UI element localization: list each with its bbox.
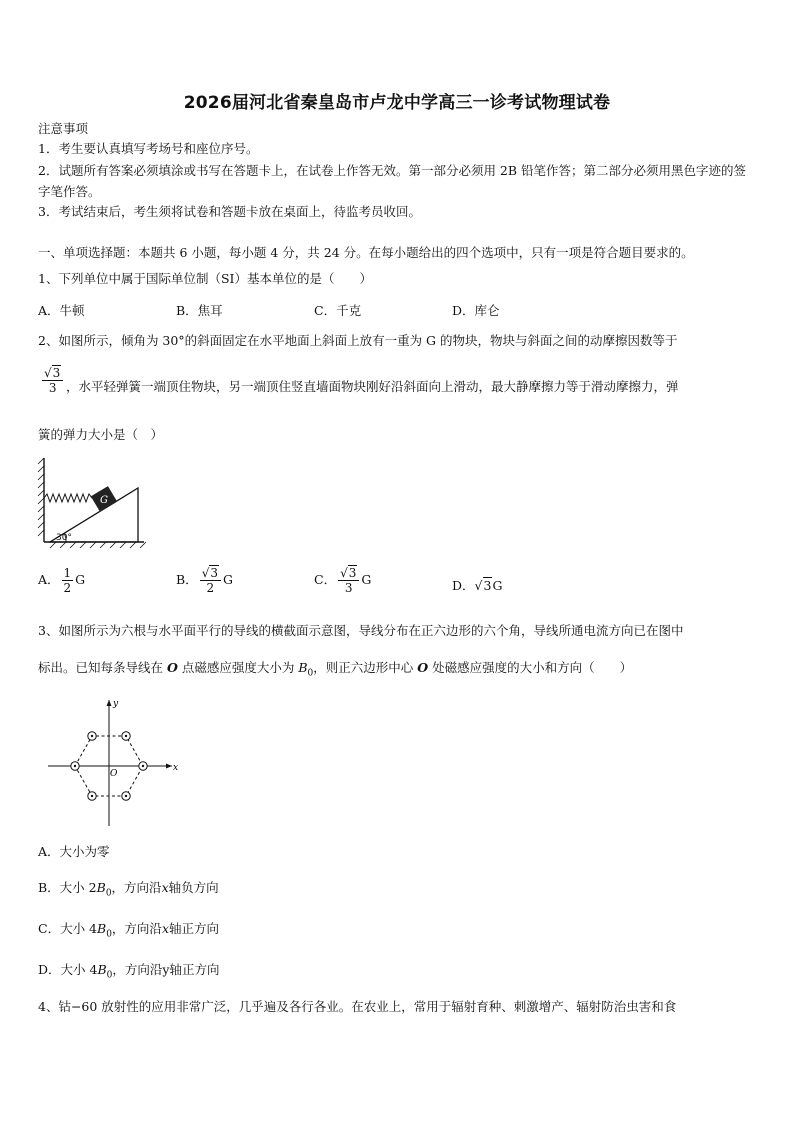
notice-item: 3．考试结束后，考生须将试卷和答题卡放在桌面上，待监考员收回。 [38,204,421,219]
notice-item: 2．试题所有答案必须填涂或书写在答题卡上，在试卷上作答无效。第一部分必须用 2B 铅笔作答；第二部分必须用黑色字迹的签字笔作答。 [38,163,747,199]
x-axis-arrow [166,764,172,769]
option-text: ，方向沿 [111,921,162,936]
text-segment: 点磁感应强度大小为 [177,660,299,675]
option-unit: G [222,572,233,587]
frac-denominator: 3 [344,581,353,595]
q3-option-d [38,961,219,985]
wire-upper-right [122,732,130,740]
q1-option-d: D．库仑 [452,303,500,318]
option-label: A．大小为零 [38,844,110,859]
q2-option-a [38,566,85,595]
q2-option-c: C． $\frac{√3}{3}$ G [314,566,372,595]
q1-option-c: C．千克 [314,303,362,318]
option-unit: G [492,578,503,593]
wire-left [71,762,79,770]
question-1-stem: 1、下列单位中属于国际单位制（SI）基本单位的是（ ） [38,271,372,286]
text-segment: 标出。已知每条导线在 [38,660,167,675]
b-subscript: 0 [105,888,112,899]
b-subscript: 0 [307,668,314,679]
option-label: B．大小 2 [38,880,97,895]
q1-option-b: B．焦耳 [176,303,223,318]
wire-upper-left [88,732,96,740]
option-text: ，方向沿 [112,962,163,977]
x-label: x [173,763,179,773]
text-segment: ，则正六边形中心 [313,660,418,675]
frac-denominator: 3 [48,381,57,395]
text-segment: 处磁感应强度的大小和方向（ ） [428,660,633,675]
q3-option-c [38,920,219,944]
angle-label: 30° [56,533,72,543]
axis-symbol: x [161,921,169,936]
option-label: C．大小 4 [38,921,97,936]
wall-hatching [38,458,44,536]
radicand: 3 [483,578,492,593]
option-label: B． [176,572,198,587]
origin-label: O [110,769,118,779]
point-o-symbol: O [417,660,429,675]
q1-option-a: A．牛顿 [38,303,85,318]
frac-numerator: 3 [348,566,357,580]
option-unit: G [361,572,372,587]
wire-lower-right [122,792,130,800]
axis-symbol: x [161,880,169,895]
b-symbol: B [298,660,308,675]
notice-heading: 注意事项 [38,121,89,136]
question-2-line1: 2、如图所示，倾角为 30°的斜面固定在水平地面上斜面上放有一重为 G 的物块，物块与斜面之间的动摩擦因数等于 [38,333,678,348]
q2-option-b: B． $\frac{√3}{2}$ G [176,566,233,595]
option-label: D． [452,578,475,593]
option-text: 轴正方向 [169,921,220,936]
option-label: C． [314,572,337,587]
frac-numerator: 3 [52,366,61,380]
q2-option-d: D．√3G [452,578,503,593]
y-axis-arrow [107,700,112,706]
wire-right [139,762,147,770]
block-label: G [100,495,108,506]
question-3-line1: 3、如图所示为六根与水平面平行的导线的横截面示意图，导线分布在正六边形的六个角，导线所通电流方向已在图中 [38,623,684,638]
b-symbol: B [97,962,107,977]
axis-symbol: y [162,962,170,977]
y-label: y [113,699,119,709]
frac-numerator: 3 [210,566,218,580]
hexagon-wires-figure [44,694,184,828]
q3-option-b [38,879,219,903]
option-text: 轴负方向 [168,880,219,895]
notice-item: 1．考生要认真填写考场号和座位序号。 [38,141,259,156]
option-unit: G [75,572,86,587]
frac-denominator: 2 [206,581,215,595]
b-symbol: B [97,921,107,936]
frac-numerator: 1 [63,566,72,580]
question-2-line3: 簧的弹力大小是（ ） [38,427,164,442]
b-subscript: 0 [106,970,113,981]
q3-option-a [38,843,110,861]
page-title: 2026届河北省秦皇岛市卢龙中学高三一诊考试物理试卷 [183,93,611,113]
point-o-symbol: O [166,660,178,675]
spring [44,494,94,502]
option-label: D．大小 4 [38,962,98,977]
q2-friction-fraction: $\frac{√3}{3}$ [40,366,65,395]
question-3-line2 [38,659,632,683]
incline-spring-figure [36,452,148,552]
option-label: A． [38,572,60,587]
option-text: ，方向沿 [111,880,162,895]
section-heading: 一、单项选择题：本题共 6 小题，每小题 4 分，共 24 分。在每小题给出的四个选项中，只有一项是符合题目要求的。 [38,245,694,260]
question-2-line2: ，水平轻弹簧一端顶住物块，另一端顶住竖直墙面物块刚好沿斜面向上滑动，最大静摩擦力等于滑动摩擦力，弹 [66,379,679,394]
frac-denominator: 2 [63,581,72,595]
b-subscript: 0 [106,929,112,940]
wire-lower-left [88,792,96,800]
option-text: 轴正方向 [169,962,220,977]
question-4-line1: 4、钴−60 放射性的应用非常广泛，几乎遍及各行各业。在农业上，常用于辐射育种、刺激增产、辐射防治虫害和食 [38,999,677,1014]
b-symbol: B [96,880,106,895]
